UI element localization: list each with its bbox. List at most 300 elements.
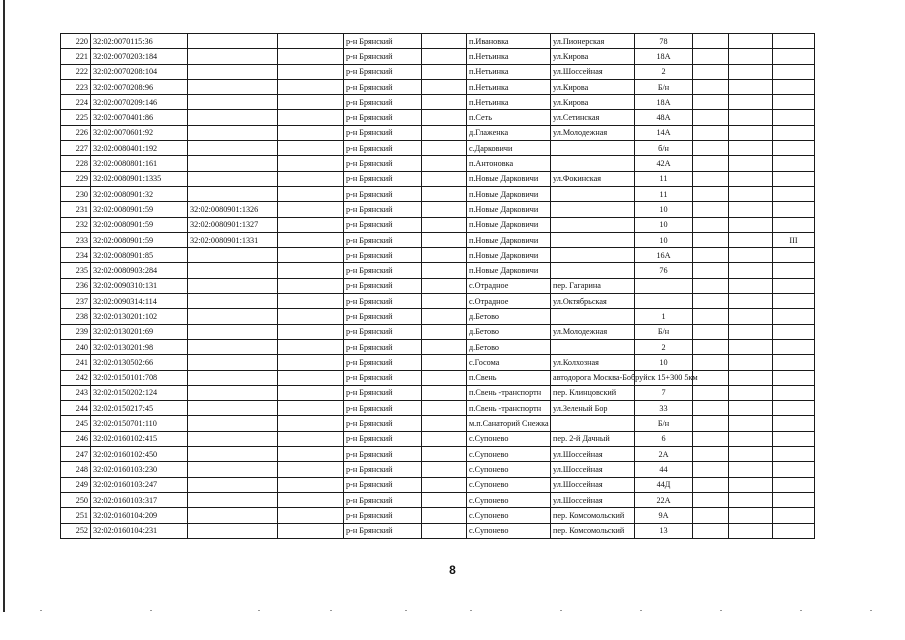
- table-row: [61, 370, 815, 385]
- cell-category: [773, 171, 815, 186]
- cell-house-number: 11: [635, 186, 693, 201]
- cell-empty-col-5: [422, 523, 467, 538]
- cell-district: р-н Брянский: [344, 34, 422, 49]
- cell-cadastral-number: 32:02:0070208:104: [91, 64, 188, 79]
- cell-empty-col-9: [693, 263, 729, 278]
- cell-empty-col-9: [693, 202, 729, 217]
- cell-street: [551, 141, 635, 156]
- cell-house-number: 18А: [635, 49, 693, 64]
- cell-district: р-н Брянский: [344, 64, 422, 79]
- cell-street: ул.Пионерская: [551, 34, 635, 49]
- cell-row-number: 240: [61, 339, 91, 354]
- cell-district: р-н Брянский: [344, 462, 422, 477]
- cell-empty-col-5: [422, 34, 467, 49]
- cell-empty-col-10: [729, 49, 773, 64]
- scan-dot: [800, 610, 802, 611]
- cell-row-number: 239: [61, 324, 91, 339]
- cell-related-cadastral-number: [188, 156, 278, 171]
- cell-district: р-н Брянский: [344, 278, 422, 293]
- cell-empty-col-3: [278, 508, 344, 523]
- cell-district: р-н Брянский: [344, 294, 422, 309]
- cell-empty-col-10: [729, 263, 773, 278]
- cell-cadastral-number: 32:02:0160102:450: [91, 447, 188, 462]
- cell-street: ул.Сетинская: [551, 110, 635, 125]
- cell-empty-col-3: [278, 278, 344, 293]
- cell-related-cadastral-number: [188, 355, 278, 370]
- cell-category: [773, 278, 815, 293]
- cell-related-cadastral-number: 32:02:0080901:1331: [188, 232, 278, 247]
- cell-street: ул.Кирова: [551, 79, 635, 94]
- cell-empty-col-3: [278, 186, 344, 201]
- cell-category: [773, 156, 815, 171]
- cell-street: пер. 2-й Дачный: [551, 431, 635, 446]
- cell-row-number: 227: [61, 141, 91, 156]
- cell-district: р-н Брянский: [344, 492, 422, 507]
- cell-empty-col-9: [693, 141, 729, 156]
- cell-empty-col-5: [422, 64, 467, 79]
- cell-street: ул.Кирова: [551, 95, 635, 110]
- cell-related-cadastral-number: [188, 431, 278, 446]
- cell-district: р-н Брянский: [344, 431, 422, 446]
- cell-category: [773, 49, 815, 64]
- cell-street: ул.Фокинская: [551, 171, 635, 186]
- cell-empty-col-9: [693, 156, 729, 171]
- cell-cadastral-number: 32:02:0070203:184: [91, 49, 188, 64]
- cell-street: [551, 156, 635, 171]
- cell-category: [773, 416, 815, 431]
- cell-locality: п.Ивановка: [467, 34, 551, 49]
- cell-locality: д.Глаженка: [467, 125, 551, 140]
- cell-house-number: 2: [635, 339, 693, 354]
- cell-category: [773, 263, 815, 278]
- cell-empty-col-9: [693, 110, 729, 125]
- cell-empty-col-5: [422, 385, 467, 400]
- cell-row-number: 235: [61, 263, 91, 278]
- cell-empty-col-3: [278, 141, 344, 156]
- cell-empty-col-10: [729, 79, 773, 94]
- cell-locality: п.Антоновка: [467, 156, 551, 171]
- cell-locality: с.Госома: [467, 355, 551, 370]
- cell-empty-col-9: [693, 370, 729, 385]
- table-row: [61, 355, 815, 370]
- cell-locality: п.Новые Дарковичи: [467, 217, 551, 232]
- table-row: [61, 508, 815, 523]
- cell-street: ул.Шоссейная: [551, 492, 635, 507]
- cell-street: пер. Комсомольский: [551, 508, 635, 523]
- cell-row-number: 244: [61, 401, 91, 416]
- cell-related-cadastral-number: [188, 294, 278, 309]
- cell-cadastral-number: 32:02:0080901:59: [91, 232, 188, 247]
- cell-category: [773, 431, 815, 446]
- cell-row-number: 248: [61, 462, 91, 477]
- cell-house-number: 10: [635, 202, 693, 217]
- cell-empty-col-5: [422, 79, 467, 94]
- cell-house-number: Б/н: [635, 416, 693, 431]
- cell-empty-col-10: [729, 294, 773, 309]
- cell-district: р-н Брянский: [344, 355, 422, 370]
- cell-row-number: 226: [61, 125, 91, 140]
- scan-edge-line: [3, 0, 5, 612]
- cell-district: р-н Брянский: [344, 186, 422, 201]
- table-row: [61, 309, 815, 324]
- cell-house-number: 1: [635, 309, 693, 324]
- cell-empty-col-10: [729, 462, 773, 477]
- cell-related-cadastral-number: [188, 95, 278, 110]
- cell-empty-col-5: [422, 171, 467, 186]
- cell-row-number: 221: [61, 49, 91, 64]
- cell-locality: п.Сеть: [467, 110, 551, 125]
- cell-street: [551, 202, 635, 217]
- cell-empty-col-3: [278, 324, 344, 339]
- cell-empty-col-9: [693, 324, 729, 339]
- cell-row-number: 245: [61, 416, 91, 431]
- cell-category: [773, 385, 815, 400]
- cell-empty-col-3: [278, 202, 344, 217]
- cell-related-cadastral-number: [188, 186, 278, 201]
- cell-empty-col-3: [278, 523, 344, 538]
- table-row: [61, 294, 815, 309]
- cell-district: р-н Брянский: [344, 232, 422, 247]
- cell-empty-col-9: [693, 171, 729, 186]
- cell-locality: с.Дарковичи: [467, 141, 551, 156]
- cell-empty-col-9: [693, 125, 729, 140]
- cell-empty-col-10: [729, 110, 773, 125]
- cell-district: р-н Брянский: [344, 141, 422, 156]
- cell-locality: м.п.Санаторий Снежка: [467, 416, 551, 431]
- cell-house-number: 18А: [635, 95, 693, 110]
- table-row: [61, 492, 815, 507]
- cell-empty-col-9: [693, 64, 729, 79]
- cell-row-number: 230: [61, 186, 91, 201]
- table-row: [61, 263, 815, 278]
- cell-row-number: 228: [61, 156, 91, 171]
- cell-empty-col-5: [422, 125, 467, 140]
- cell-related-cadastral-number: [188, 447, 278, 462]
- cell-house-number: [635, 278, 693, 293]
- cell-empty-col-9: [693, 34, 729, 49]
- cell-row-number: 243: [61, 385, 91, 400]
- cell-related-cadastral-number: [188, 508, 278, 523]
- cell-locality: с.Супонево: [467, 508, 551, 523]
- cell-street: пер. Комсомольский: [551, 523, 635, 538]
- cell-empty-col-10: [729, 523, 773, 538]
- cell-empty-col-10: [729, 186, 773, 201]
- table-row: [61, 324, 815, 339]
- cell-district: р-н Брянский: [344, 508, 422, 523]
- cell-empty-col-3: [278, 171, 344, 186]
- table-row: [61, 141, 815, 156]
- cell-house-number: 2: [635, 64, 693, 79]
- cell-empty-col-5: [422, 294, 467, 309]
- cell-empty-col-3: [278, 431, 344, 446]
- cell-locality: с.Супонево: [467, 447, 551, 462]
- cell-empty-col-9: [693, 95, 729, 110]
- cell-empty-col-10: [729, 95, 773, 110]
- cell-empty-col-5: [422, 508, 467, 523]
- cell-row-number: 220: [61, 34, 91, 49]
- cell-house-number: 22А: [635, 492, 693, 507]
- cell-street: ул.Колхозная: [551, 355, 635, 370]
- cell-empty-col-10: [729, 232, 773, 247]
- scan-dot: [470, 610, 472, 611]
- cell-empty-col-3: [278, 125, 344, 140]
- cell-empty-col-9: [693, 278, 729, 293]
- cell-related-cadastral-number: [188, 125, 278, 140]
- cell-empty-col-3: [278, 263, 344, 278]
- cell-empty-col-9: [693, 217, 729, 232]
- cell-row-number: 236: [61, 278, 91, 293]
- cell-empty-col-10: [729, 339, 773, 354]
- scan-dot: [40, 610, 42, 611]
- table-row: [61, 477, 815, 492]
- cell-district: р-н Брянский: [344, 49, 422, 64]
- cell-house-number: 7: [635, 385, 693, 400]
- cell-empty-col-9: [693, 49, 729, 64]
- cell-row-number: 222: [61, 64, 91, 79]
- cell-empty-col-3: [278, 401, 344, 416]
- cell-empty-col-3: [278, 34, 344, 49]
- scan-dot: [640, 610, 642, 611]
- table-row: [61, 125, 815, 140]
- cell-category: [773, 294, 815, 309]
- cell-empty-col-9: [693, 523, 729, 538]
- cell-empty-col-10: [729, 385, 773, 400]
- cell-empty-col-5: [422, 401, 467, 416]
- cell-category: [773, 79, 815, 94]
- cell-empty-col-3: [278, 248, 344, 263]
- cell-empty-col-9: [693, 294, 729, 309]
- cell-category: [773, 523, 815, 538]
- cell-empty-col-9: [693, 248, 729, 263]
- cell-row-number: 241: [61, 355, 91, 370]
- cell-house-number: 9А: [635, 508, 693, 523]
- cell-cadastral-number: 32:02:0080901:32: [91, 186, 188, 201]
- cell-empty-col-5: [422, 462, 467, 477]
- cell-street: [551, 263, 635, 278]
- cell-street: ул.Кирова: [551, 49, 635, 64]
- cell-empty-col-10: [729, 324, 773, 339]
- cell-empty-col-5: [422, 156, 467, 171]
- cell-row-number: 224: [61, 95, 91, 110]
- cell-locality: п.Новые Дарковичи: [467, 186, 551, 201]
- cell-empty-col-3: [278, 416, 344, 431]
- cell-empty-col-3: [278, 447, 344, 462]
- cell-empty-col-9: [693, 232, 729, 247]
- cell-empty-col-10: [729, 370, 773, 385]
- cell-district: р-н Брянский: [344, 309, 422, 324]
- cell-related-cadastral-number: [188, 141, 278, 156]
- cell-street: ул.Шоссейная: [551, 477, 635, 492]
- cell-empty-col-5: [422, 355, 467, 370]
- cell-house-number: 11: [635, 171, 693, 186]
- cell-empty-col-5: [422, 309, 467, 324]
- cell-district: р-н Брянский: [344, 370, 422, 385]
- cell-cadastral-number: 32:02:0130502:66: [91, 355, 188, 370]
- cell-district: р-н Брянский: [344, 125, 422, 140]
- table-body: [61, 34, 815, 539]
- cell-empty-col-3: [278, 232, 344, 247]
- cell-house-number: 78: [635, 34, 693, 49]
- cell-category: [773, 355, 815, 370]
- cell-empty-col-5: [422, 370, 467, 385]
- cell-cadastral-number: 32:02:0070208:96: [91, 79, 188, 94]
- cell-empty-col-5: [422, 248, 467, 263]
- cell-street: ул.Молодежная: [551, 324, 635, 339]
- cell-cadastral-number: 32:02:0160103:317: [91, 492, 188, 507]
- table-row: [61, 186, 815, 201]
- cell-street: автодорога Москва-Бобруйск 15+300 5км: [551, 370, 635, 385]
- cell-street: [551, 309, 635, 324]
- cell-house-number: б/н: [635, 141, 693, 156]
- cell-cadastral-number: 32:02:0090310:131: [91, 278, 188, 293]
- cell-related-cadastral-number: [188, 110, 278, 125]
- cell-row-number: 247: [61, 447, 91, 462]
- cell-house-number: Б/н: [635, 79, 693, 94]
- cell-house-number: 42А: [635, 156, 693, 171]
- cell-cadastral-number: 32:02:0070601:92: [91, 125, 188, 140]
- cell-empty-col-3: [278, 385, 344, 400]
- cell-row-number: 251: [61, 508, 91, 523]
- cell-related-cadastral-number: [188, 492, 278, 507]
- cell-category: [773, 217, 815, 232]
- cell-empty-col-9: [693, 79, 729, 94]
- cell-district: р-н Брянский: [344, 95, 422, 110]
- cell-empty-col-5: [422, 186, 467, 201]
- scan-dot: [560, 610, 562, 611]
- cell-empty-col-3: [278, 462, 344, 477]
- cell-cadastral-number: 32:02:0070209:146: [91, 95, 188, 110]
- cell-empty-col-10: [729, 355, 773, 370]
- cell-empty-col-5: [422, 339, 467, 354]
- cell-house-number: 16А: [635, 248, 693, 263]
- cell-cadastral-number: 32:02:0080901:1335: [91, 171, 188, 186]
- cell-locality: с.Отрадное: [467, 294, 551, 309]
- cell-category: [773, 462, 815, 477]
- cell-related-cadastral-number: [188, 416, 278, 431]
- cell-locality: п.Новые Дарковичи: [467, 202, 551, 217]
- cell-empty-col-9: [693, 416, 729, 431]
- cell-district: р-н Брянский: [344, 79, 422, 94]
- cell-locality: с.Отрадное: [467, 278, 551, 293]
- table-row: [61, 232, 815, 247]
- cell-row-number: 252: [61, 523, 91, 538]
- cell-house-number: 44: [635, 462, 693, 477]
- cell-district: р-н Брянский: [344, 523, 422, 538]
- cell-locality: п.Свень: [467, 370, 551, 385]
- cell-empty-col-5: [422, 278, 467, 293]
- cell-empty-col-5: [422, 110, 467, 125]
- cell-empty-col-3: [278, 156, 344, 171]
- cell-locality: п.Нетьинка: [467, 95, 551, 110]
- cell-related-cadastral-number: [188, 278, 278, 293]
- cell-empty-col-5: [422, 477, 467, 492]
- cell-house-number: 33: [635, 401, 693, 416]
- cell-district: р-н Брянский: [344, 416, 422, 431]
- cell-empty-col-3: [278, 79, 344, 94]
- cell-row-number: 232: [61, 217, 91, 232]
- cell-related-cadastral-number: [188, 477, 278, 492]
- cell-row-number: 242: [61, 370, 91, 385]
- cell-cadastral-number: 32:02:0080901:59: [91, 202, 188, 217]
- cell-category: III: [773, 232, 815, 247]
- cell-empty-col-9: [693, 186, 729, 201]
- table-row: [61, 49, 815, 64]
- cell-district: р-н Брянский: [344, 477, 422, 492]
- cell-house-number: 10: [635, 355, 693, 370]
- table-row: [61, 95, 815, 110]
- cell-related-cadastral-number: 32:02:0080901:1326: [188, 202, 278, 217]
- cell-category: [773, 202, 815, 217]
- cell-empty-col-3: [278, 477, 344, 492]
- cell-empty-col-10: [729, 492, 773, 507]
- table-row: [61, 278, 815, 293]
- cell-related-cadastral-number: [188, 462, 278, 477]
- cell-locality: п.Нетьинка: [467, 79, 551, 94]
- cell-cadastral-number: 32:02:0160104:231: [91, 523, 188, 538]
- cell-locality: п.Новые Дарковичи: [467, 232, 551, 247]
- address-registry-table: [60, 33, 815, 539]
- cell-cadastral-number: 32:02:0070115:36: [91, 34, 188, 49]
- cell-locality: с.Супонево: [467, 477, 551, 492]
- cell-row-number: 233: [61, 232, 91, 247]
- cell-category: [773, 447, 815, 462]
- cell-related-cadastral-number: [188, 339, 278, 354]
- cell-category: [773, 248, 815, 263]
- table-row: [61, 110, 815, 125]
- scan-dot: [330, 610, 332, 611]
- table-row: [61, 401, 815, 416]
- cell-empty-col-10: [729, 125, 773, 140]
- cell-district: р-н Брянский: [344, 217, 422, 232]
- table-row: [61, 64, 815, 79]
- cell-street: [551, 416, 635, 431]
- cell-empty-col-9: [693, 401, 729, 416]
- table-row: [61, 416, 815, 431]
- cell-cadastral-number: 32:02:0090314:114: [91, 294, 188, 309]
- cell-empty-col-9: [693, 447, 729, 462]
- cell-empty-col-5: [422, 232, 467, 247]
- cell-district: р-н Брянский: [344, 171, 422, 186]
- cell-locality: п.Новые Дарковичи: [467, 248, 551, 263]
- table-row: [61, 156, 815, 171]
- cell-empty-col-10: [729, 447, 773, 462]
- cell-empty-col-9: [693, 355, 729, 370]
- cell-empty-col-10: [729, 416, 773, 431]
- cell-district: р-н Брянский: [344, 401, 422, 416]
- cell-cadastral-number: 32:02:0130201:69: [91, 324, 188, 339]
- cell-house-number: Б/н: [635, 324, 693, 339]
- cell-empty-col-9: [693, 385, 729, 400]
- cell-empty-col-10: [729, 248, 773, 263]
- page-number: 8: [449, 563, 456, 577]
- cell-row-number: 229: [61, 171, 91, 186]
- table-row: [61, 431, 815, 446]
- cell-related-cadastral-number: [188, 248, 278, 263]
- cell-empty-col-10: [729, 156, 773, 171]
- cell-empty-col-3: [278, 309, 344, 324]
- cell-locality: п.Нетьинка: [467, 49, 551, 64]
- table-row: [61, 523, 815, 538]
- cell-locality: п.Свень -транспортн: [467, 385, 551, 400]
- cell-locality: д.Бетово: [467, 339, 551, 354]
- cell-district: р-н Брянский: [344, 339, 422, 354]
- cell-empty-col-10: [729, 431, 773, 446]
- cell-empty-col-5: [422, 141, 467, 156]
- table-row: [61, 79, 815, 94]
- cell-category: [773, 309, 815, 324]
- scan-dot: [720, 610, 722, 611]
- cell-cadastral-number: 32:02:0160103:230: [91, 462, 188, 477]
